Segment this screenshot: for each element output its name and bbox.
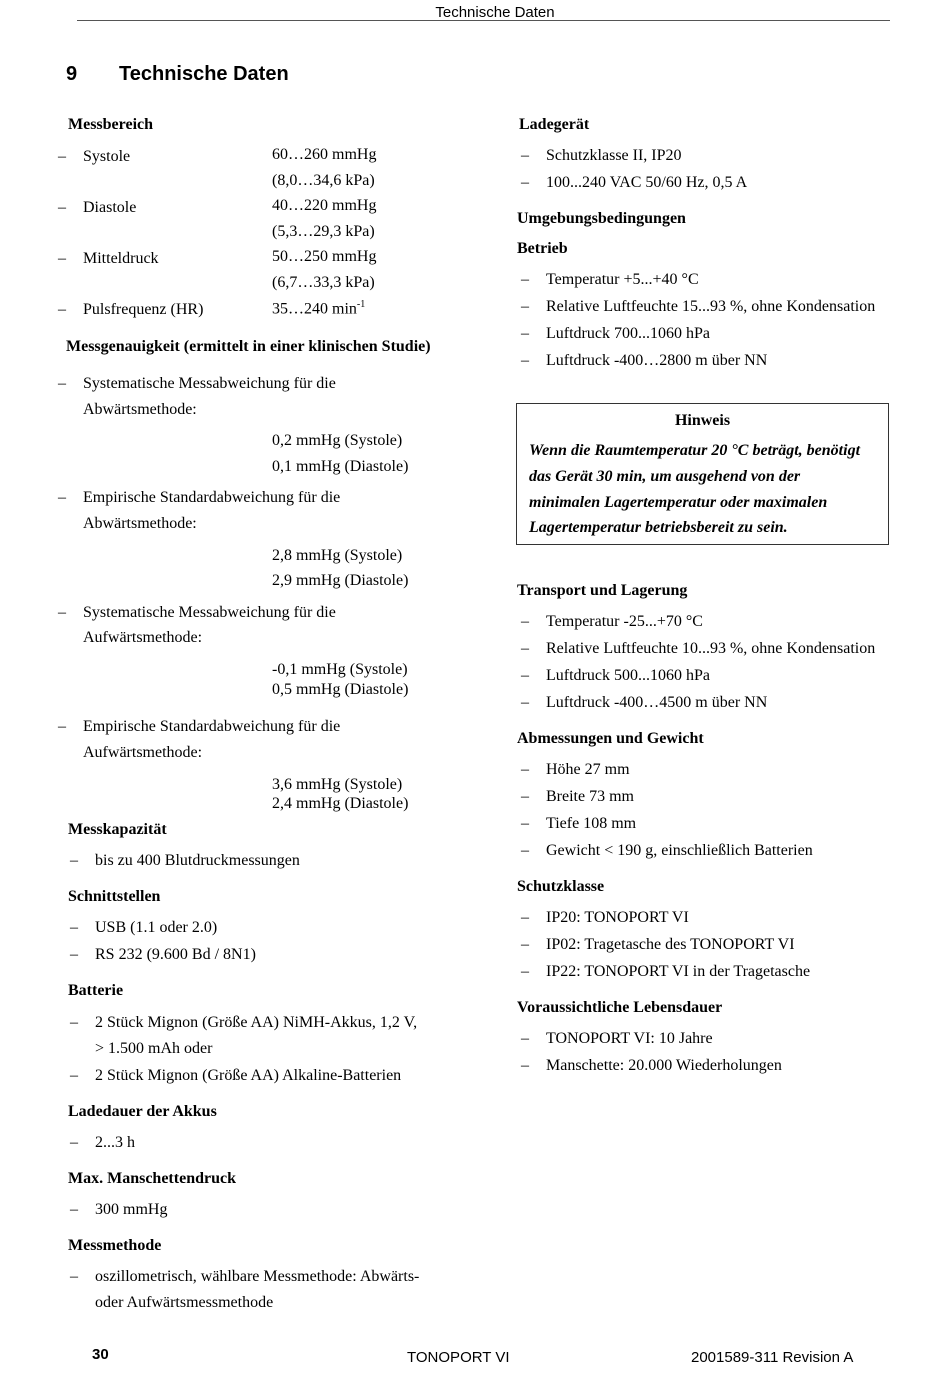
range-value-pulsfrequenz	[272, 299, 365, 318]
accuracy-item-3-systole: -0,1 mmHg (Systole)	[272, 661, 408, 678]
section-heading-messmethode: Messmethode	[68, 1237, 162, 1254]
bullet-dash: –	[70, 946, 78, 963]
header-rule	[77, 20, 890, 21]
chapter-heading	[66, 63, 289, 86]
bullet-dash: –	[70, 852, 78, 869]
battery-item-1-line2: > 1.500 mAh oder	[95, 1040, 213, 1057]
bullet-dash: –	[521, 325, 529, 342]
accuracy-item-4-diastole: 2,4 mmHg (Diastole)	[272, 795, 409, 812]
bullet-dash: –	[58, 718, 66, 735]
bullet-dash: –	[70, 919, 78, 936]
section-heading-ladedauer: Ladedauer der Akkus	[68, 1103, 217, 1120]
operation-item-2: Relative Luftfeuchte 15...93 %, ohne Kondensation	[546, 298, 876, 315]
storage-item-2: Relative Luftfeuchte 10...93 %, ohne Kondensation	[546, 640, 876, 657]
section-heading-ladegeraet: Ladegerät	[519, 116, 590, 133]
range-label-pulsfrequenz: Pulsfrequenz (HR)	[83, 301, 204, 318]
bullet-dash: –	[521, 963, 529, 980]
bullet-dash: –	[521, 174, 529, 191]
running-header: Technische Daten	[435, 4, 555, 21]
cuff-pressure-item: 300 mmHg	[95, 1201, 168, 1218]
bullet-dash: –	[521, 842, 529, 859]
bullet-dash: –	[521, 788, 529, 805]
operation-item-3: Luftdruck 700...1060 hPa	[546, 325, 710, 342]
bullet-dash: –	[521, 352, 529, 369]
section-heading-batterie: Batterie	[68, 982, 124, 999]
note-box	[516, 403, 889, 545]
pulse-value: 35…240 min	[272, 300, 357, 318]
bullet-dash: –	[58, 199, 66, 216]
accuracy-item-1-line1: Systematische Messabweichung für die	[83, 375, 336, 392]
bullet-dash: –	[521, 761, 529, 778]
section-heading-messbereich: Messbereich	[68, 116, 154, 133]
method-item-line2: oder Aufwärtsmessmethode	[95, 1294, 274, 1311]
dimension-item-width: Breite 73 mm	[546, 788, 634, 805]
bullet-dash: –	[521, 1057, 529, 1074]
range-value-systole-kpa: (8,0…34,6 kPa)	[272, 172, 375, 189]
subheading-betrieb: Betrieb	[517, 240, 568, 257]
charge-time-item: 2...3 h	[95, 1134, 135, 1151]
accuracy-item-3-diastole: 0,5 mmHg (Diastole)	[272, 681, 409, 698]
bullet-dash: –	[58, 148, 66, 165]
protection-item-1: IP20: TONOPORT VI	[546, 909, 689, 926]
footer-document-revision: 2001589-311 Revision A	[691, 1349, 854, 1366]
bullet-dash: –	[70, 1014, 78, 1031]
section-heading-schnittstellen: Schnittstellen	[68, 888, 161, 905]
range-label-diastole: Diastole	[83, 199, 137, 216]
accuracy-item-2-diastole: 2,9 mmHg (Diastole)	[272, 572, 409, 589]
section-heading-schutzklasse: Schutzklasse	[517, 878, 605, 895]
section-heading-lebensdauer: Voraussichtliche Lebensdauer	[517, 999, 723, 1016]
bullet-dash: –	[521, 613, 529, 630]
range-value-diastole-kpa: (5,3…29,3 kPa)	[272, 223, 375, 240]
accuracy-item-1-diastole: 0,1 mmHg (Diastole)	[272, 458, 409, 475]
bullet-dash: –	[521, 909, 529, 926]
accuracy-item-2-systole: 2,8 mmHg (Systole)	[272, 547, 403, 564]
range-label-mitteldruck: Mitteldruck	[83, 250, 159, 267]
section-heading-umgebung: Umgebungsbedingungen	[517, 210, 686, 227]
section-heading-abmessungen: Abmessungen und Gewicht	[517, 730, 704, 747]
note-line-2: das Gerät 30 min, um ausgehend von der	[529, 468, 801, 485]
note-line-3: minimalen Lagertemperatur oder maximalen	[529, 494, 828, 511]
accuracy-item-3-line2: Aufwärtsmethode:	[83, 629, 203, 646]
chapter-title: Technische Daten	[119, 63, 289, 85]
note-line-4: Lagertemperatur betriebsbereit zu sein.	[529, 519, 788, 536]
bullet-dash: –	[58, 301, 66, 318]
section-heading-transport: Transport und Lagerung	[517, 582, 688, 599]
battery-item-2: 2 Stück Mignon (Größe AA) Alkaline-Batterien	[95, 1067, 402, 1084]
accuracy-item-2-line2: Abwärtsmethode:	[83, 515, 197, 532]
page-number: 30	[92, 1346, 109, 1363]
range-value-mitteldruck-mmhg: 50…250 mmHg	[272, 248, 377, 265]
dimension-item-depth: Tiefe 108 mm	[546, 815, 637, 832]
charger-item-1: Schutzklasse II, IP20	[546, 147, 682, 164]
accuracy-item-4-line1: Empirische Standardabweichung für die	[83, 718, 341, 735]
protection-item-3: IP22: TONOPORT VI in der Tragetasche	[546, 963, 811, 980]
bullet-dash: –	[521, 298, 529, 315]
accuracy-item-3-line1: Systematische Messabweichung für die	[83, 604, 336, 621]
bullet-dash: –	[521, 1030, 529, 1047]
bullet-dash: –	[521, 271, 529, 288]
method-item-line1: oszillometrisch, wählbare Messmethode: Abwärts-	[95, 1268, 420, 1285]
footer-product-name: TONOPORT VI	[407, 1349, 510, 1366]
section-heading-messkapazitaet: Messkapazität	[68, 821, 167, 838]
bullet-dash: –	[58, 604, 66, 621]
battery-item-1-line1: 2 Stück Mignon (Größe AA) NiMH-Akkus, 1,2 V,	[95, 1014, 418, 1031]
dimension-item-weight: Gewicht < 190 g, einschließlich Batterien	[546, 842, 813, 859]
pulse-exponent: -1	[356, 299, 366, 310]
section-heading-messgenauigkeit: Messgenauigkeit (ermittelt in einer klinischen Studie)	[66, 338, 431, 355]
note-line-1: Wenn die Raumtemperatur 20 °C beträgt, benötigt	[529, 442, 861, 459]
dimension-item-height: Höhe 27 mm	[546, 761, 630, 778]
storage-item-1: Temperatur -25...+70 °C	[546, 613, 703, 630]
storage-item-4: Luftdruck -400…4500 m über NN	[546, 694, 768, 711]
bullet-dash: –	[521, 694, 529, 711]
accuracy-item-1-line2: Abwärtsmethode:	[83, 401, 197, 418]
bullet-dash: –	[521, 936, 529, 953]
bullet-dash: –	[58, 250, 66, 267]
section-heading-manschettendruck: Max. Manschettendruck	[68, 1170, 236, 1187]
bullet-dash: –	[521, 147, 529, 164]
interface-item-rs232: RS 232 (9.600 Bd / 8N1)	[95, 946, 256, 963]
storage-item-3: Luftdruck 500...1060 hPa	[546, 667, 710, 684]
lifetime-item-device: TONOPORT VI: 10 Jahre	[546, 1030, 713, 1047]
bullet-dash: –	[70, 1268, 78, 1285]
capacity-item: bis zu 400 Blutdruckmessungen	[95, 852, 300, 869]
bullet-dash: –	[70, 1067, 78, 1084]
interface-item-usb: USB (1.1 oder 2.0)	[95, 919, 218, 936]
accuracy-item-4-line2: Aufwärtsmethode:	[83, 744, 203, 761]
range-label-systole: Systole	[83, 148, 131, 165]
bullet-dash: –	[58, 489, 66, 506]
charger-item-2: 100...240 VAC 50/60 Hz, 0,5 A	[546, 174, 748, 191]
protection-item-2: IP02: Tragetasche des TONOPORT VI	[546, 936, 795, 953]
bullet-dash: –	[521, 640, 529, 657]
range-value-diastole-mmhg: 40…220 mmHg	[272, 197, 377, 214]
bullet-dash: –	[521, 667, 529, 684]
chapter-number: 9	[66, 63, 78, 85]
bullet-dash: –	[70, 1134, 78, 1151]
range-value-mitteldruck-kpa: (6,7…33,3 kPa)	[272, 274, 375, 291]
accuracy-item-1-systole: 0,2 mmHg (Systole)	[272, 432, 403, 449]
operation-item-4: Luftdruck -400…2800 m über NN	[546, 352, 768, 369]
bullet-dash: –	[521, 815, 529, 832]
note-title: Hinweis	[674, 412, 731, 429]
bullet-dash: –	[58, 375, 66, 392]
bullet-dash: –	[70, 1201, 78, 1218]
accuracy-item-2-line1: Empirische Standardabweichung für die	[83, 489, 341, 506]
range-value-systole-mmhg: 60…260 mmHg	[272, 146, 377, 163]
accuracy-item-4-systole: 3,6 mmHg (Systole)	[272, 776, 403, 793]
operation-item-1: Temperatur +5...+40 °C	[546, 271, 699, 288]
lifetime-item-cuff: Manschette: 20.000 Wiederholungen	[546, 1057, 782, 1074]
